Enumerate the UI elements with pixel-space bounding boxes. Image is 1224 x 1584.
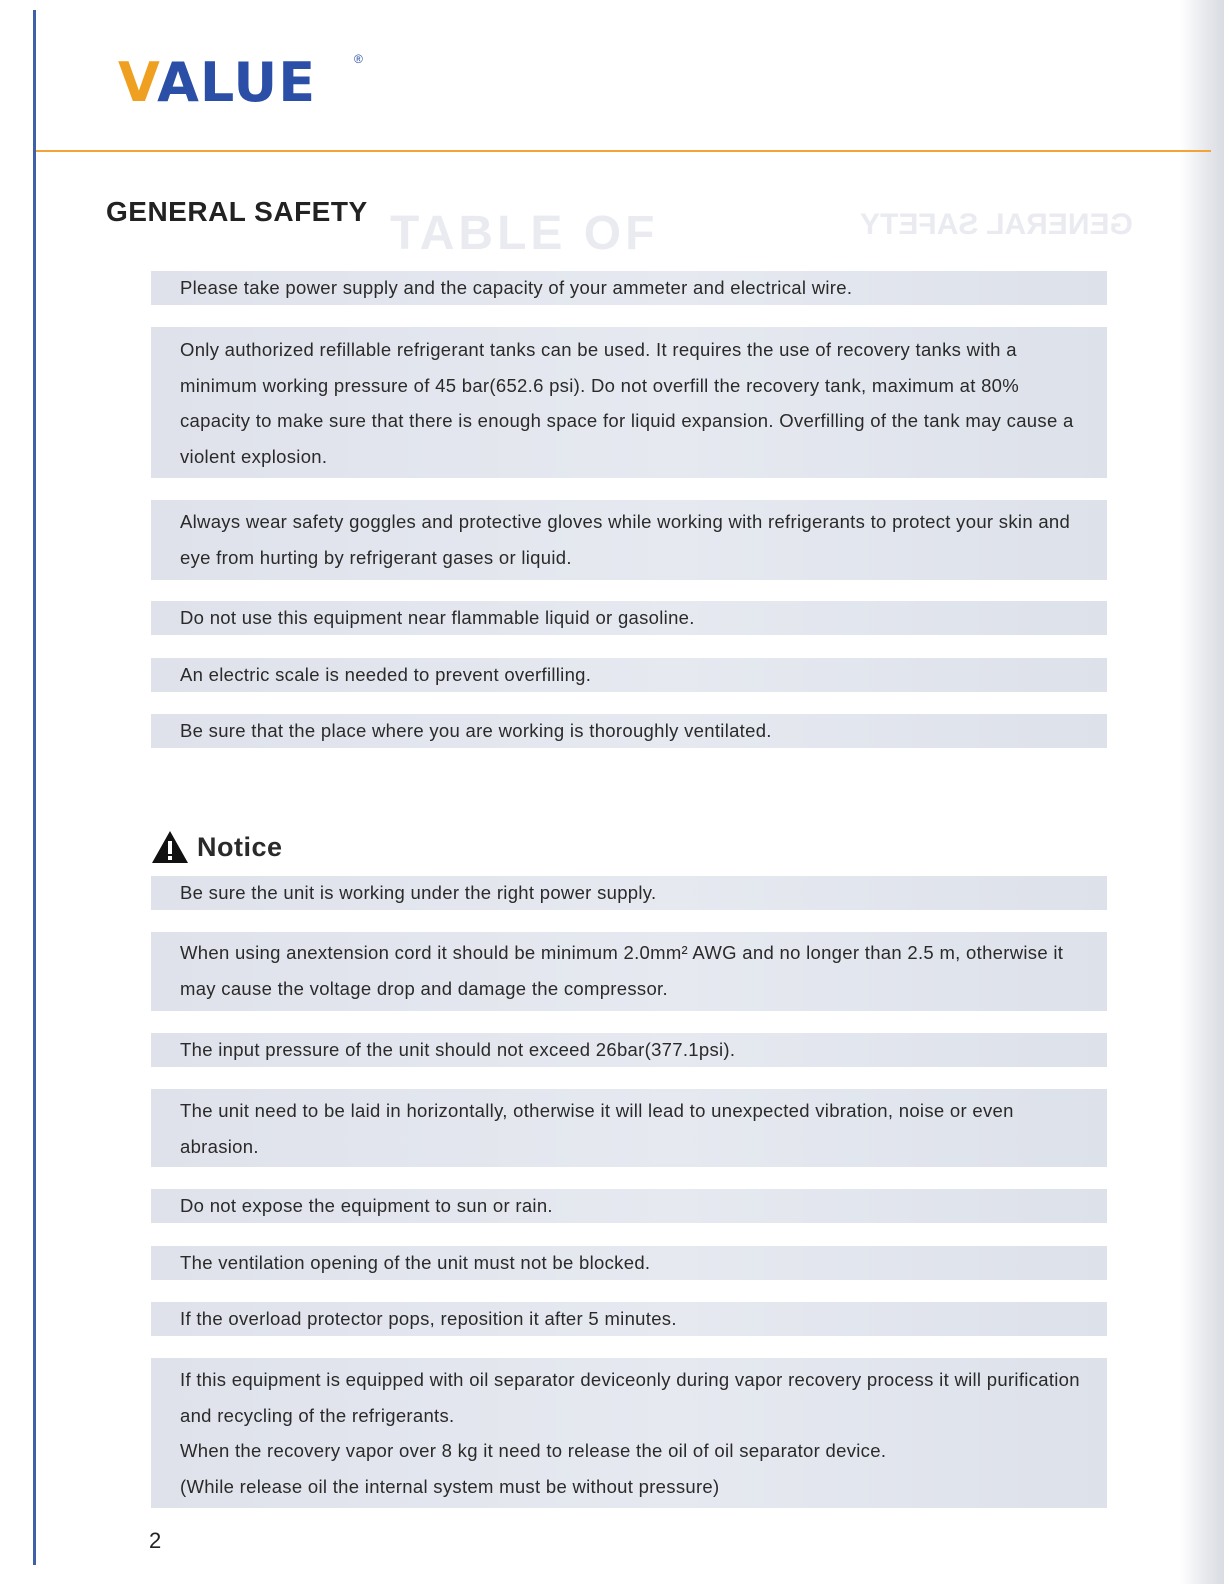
notice-title: Notice [197,831,283,862]
value-logo [118,51,363,114]
notice-item-text: Do not expose the equipment to sun or rain. [180,1195,553,1216]
notice-item-text: When the recovery vapor over 8 kg it need to release the oil of oil separator device. [180,1440,887,1461]
header-divider [36,150,1211,152]
registered-mark: ® [354,52,363,66]
safety-item-text: Do not use this equipment near flammable liquid or gasoline. [180,607,695,628]
logo-wordmark: ALUE [157,51,317,114]
notice-item [151,1358,1107,1508]
notice-item-text: When using anextension cord it should be minimum 2.0mm² AWG and no longer than 2.5 m, otherwise it may cause the voltage drop and damage the compressor. [180,942,1064,999]
safety-item [151,500,1107,580]
safety-item-text: An electric scale is needed to prevent overfilling. [180,664,592,685]
warning-triangle-icon [151,830,189,864]
safety-item-text: Always wear safety goggles and protective gloves while working with refrigerants to protect your skin and eye from hurting by refrigerant gases or liquid. [180,511,1071,568]
ghost-text-left: TABLE OF [390,207,659,260]
safety-item [151,327,1107,478]
notice-item [151,932,1107,1011]
notice-item [151,1246,1107,1280]
notice-item-text: (While release oil the internal system must be without pressure) [180,1475,720,1497]
notice-item-text: Be sure the unit is working under the right power supply. [180,882,657,903]
page-title: GENERAL SAFETY [106,196,368,227]
safety-item-text: Please take power supply and the capacity of your ammeter and electrical wire. [180,277,853,298]
safety-item [151,658,1107,692]
ghost-text-right: GENERAL SAFETY [860,208,1133,241]
notice-item [151,1089,1107,1167]
safety-item [151,714,1107,748]
safety-item [151,601,1107,635]
notice-item-text: The input pressure of the unit should not exceed 26bar(377.1psi). [180,1039,736,1060]
notice-item [151,1033,1107,1067]
notice-item [151,1189,1107,1223]
notice-item [151,1302,1107,1336]
left-margin-rule [33,10,36,1565]
safety-item [151,271,1107,305]
notice-heading [151,830,283,864]
page-edge-shadow [1180,0,1224,1584]
safety-item-text: Be sure that the place where you are working is thoroughly ventilated. [180,720,772,741]
notice-item-text: The ventilation opening of the unit must not be blocked. [180,1252,651,1273]
safety-item-text: Only authorized refillable refrigerant tanks can be used. It requires the use of recovery tanks with a minimum working pressure of 45 bar(652.6 psi). Do not overfill the recovery tank, maximum at 80% capacity to make sure that there is enough space for liquid expansion. Overfilling of the tank may cause a violent explosion. [180,339,1074,467]
page-number: 2 [149,1528,162,1553]
notice-item [151,876,1107,910]
notice-item-text: If this equipment is equipped with oil separator deviceonly during vapor recovery process it will purification and recycling of the refrigerants. [180,1369,1080,1426]
notice-item-text: If the overload protector pops, reposition it after 5 minutes. [180,1308,677,1329]
logo-v-mark: V [118,51,158,114]
notice-item-text: The unit need to be laid in horizontally, otherwise it will lead to unexpected vibration, noise or even abrasion. [180,1100,1014,1157]
